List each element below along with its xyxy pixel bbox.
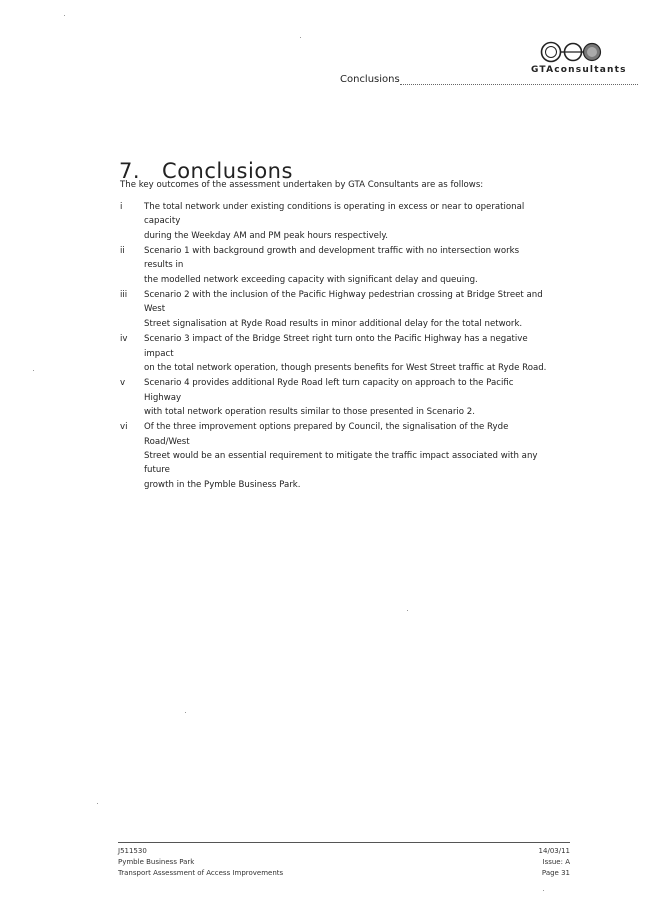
list-item (120, 332, 550, 375)
item-line: Scenario 2 with the inclusion of the Pacific Highway pedestrian crossing at Bridge Street and West (144, 290, 543, 315)
footer-rule (118, 842, 570, 843)
scan-speck (33, 370, 34, 371)
list-item (120, 376, 550, 419)
report-date: 14/03/11 (538, 847, 570, 855)
list-marker: ii (120, 246, 125, 257)
list-marker: iii (120, 290, 128, 301)
header-label: Conclusions (340, 74, 400, 85)
item-line: with total network operation results similar to those presented in Scenario 2. (144, 406, 475, 417)
item-line: Street would be an essential requirement to mitigate the traffic impact associated with any future (144, 450, 538, 476)
item-line: Street signalisation at Ryde Road results in minor additional delay for the total network. (144, 318, 523, 329)
intro-paragraph: The key outcomes of the assessment undertaken by GTA Consultants are as follows: (120, 180, 484, 190)
scan-speck (407, 610, 408, 611)
list-marker: vi (120, 422, 128, 433)
project-name: Pymble Business Park (118, 858, 195, 866)
list-item (120, 288, 550, 331)
item-line: growth in the Pymble Business Park. (144, 479, 301, 490)
scan-speck (97, 803, 98, 804)
item-line: Scenario 4 provides additional Ryde Road left turn capacity on approach to the Pacific Highway (144, 378, 514, 403)
outcomes-list (120, 200, 550, 493)
list-item (120, 244, 550, 287)
item-line: on the total network operation, though presents benefits for West Street traffic at Ryde Road. (144, 362, 547, 373)
section-title-text: Conclusions (162, 159, 293, 184)
page-number: Page 31 (541, 869, 570, 877)
scan-speck (185, 712, 186, 713)
item-line: during the Weekday AM and PM peak hours respectively. (144, 230, 388, 241)
list-item (120, 200, 550, 243)
three-circles-logo-icon (539, 40, 605, 64)
item-line: Scenario 3 impact of the Bridge Street right turn onto the Pacific Highway has a negative impact (144, 334, 528, 359)
header-dotted-rule (400, 84, 638, 85)
item-line: the modelled network exceeding capacity with significant delay and queuing. (144, 274, 478, 285)
scan-speck (300, 37, 301, 38)
issue-label: Issue: A (542, 858, 570, 866)
footer-left-block (118, 846, 283, 879)
job-number: J511530 (118, 847, 147, 855)
list-item (120, 420, 550, 491)
footer-right-block (470, 846, 570, 879)
list-marker: iv (120, 334, 128, 345)
report-title: Transport Assessment of Access Improvements (118, 869, 284, 877)
running-header (340, 74, 638, 90)
item-line: The total network under existing conditions is operating in excess or near to operational capacity (144, 202, 525, 227)
logo-wordmark: GTAconsultants (531, 65, 627, 75)
list-marker: i (120, 202, 123, 212)
item-line: Of the three improvement options prepared by Council, the signalisation of the Ryde Road/West (144, 422, 509, 447)
scan-speck (64, 15, 65, 16)
section-number: 7. (119, 159, 141, 184)
item-line: Scenario 1 with background growth and development traffic with no intersection works results in (144, 246, 520, 271)
list-marker: v (120, 378, 126, 389)
scan-speck (543, 890, 544, 891)
